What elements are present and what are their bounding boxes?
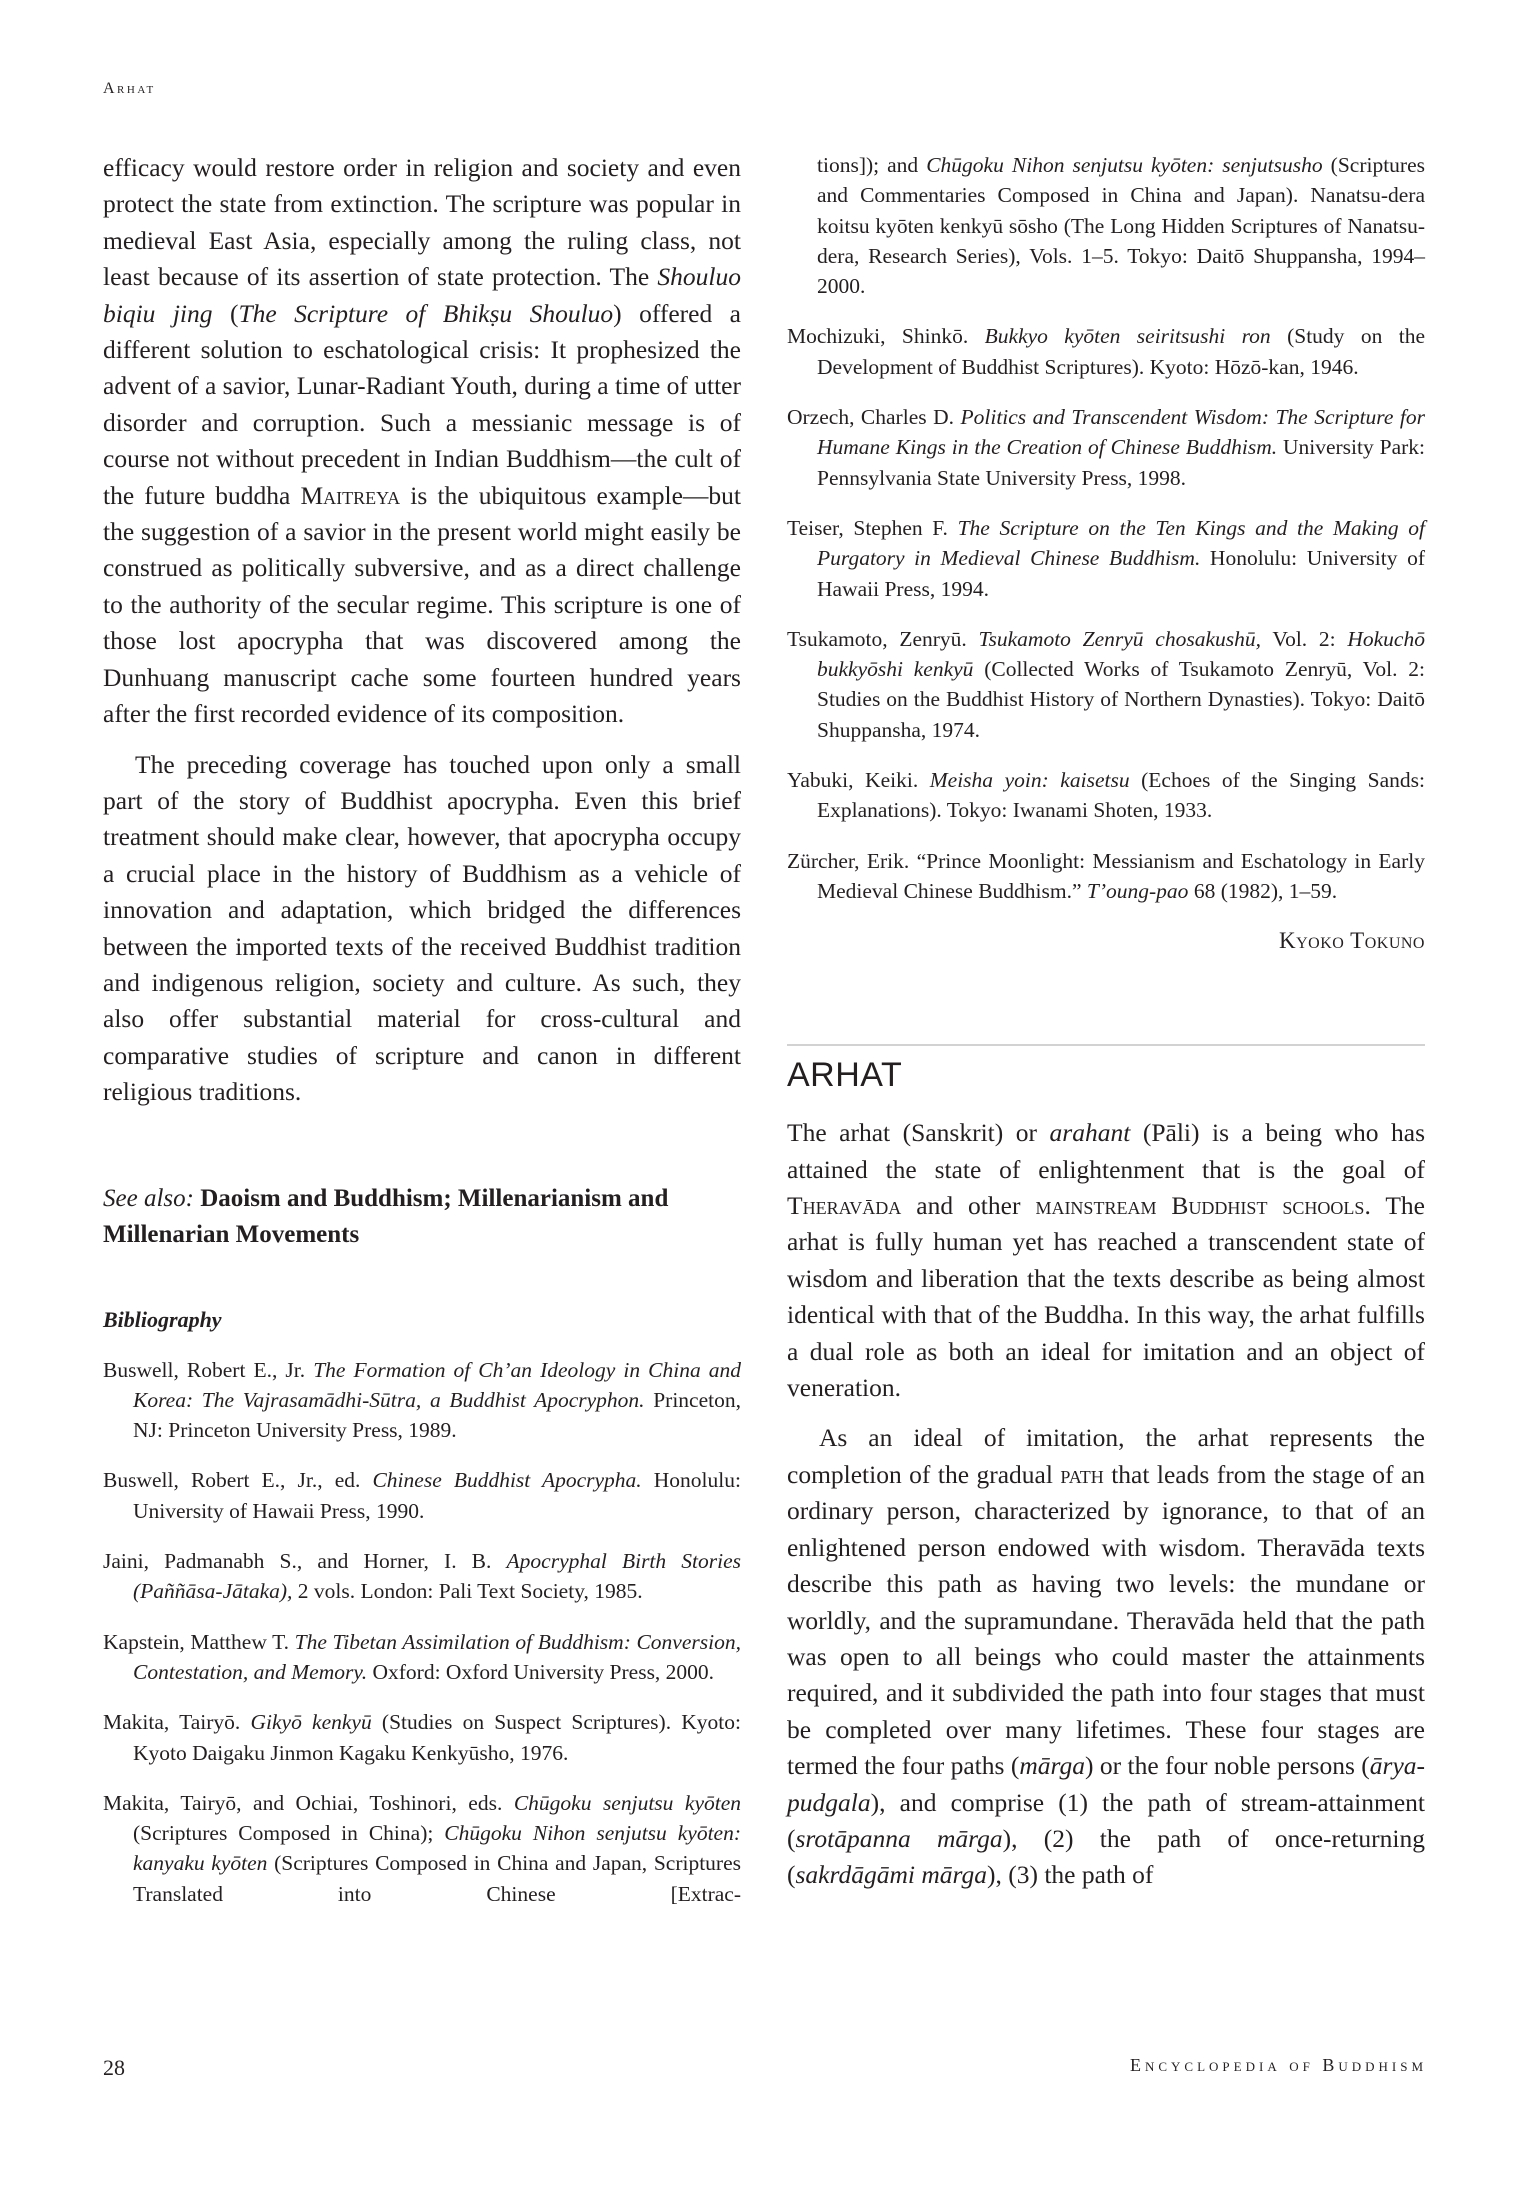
page-number: 28 <box>103 2055 125 2080</box>
bibliography-entry <box>103 1546 741 1607</box>
text-run: Honolulu: University of Hawaii Press, 1990. <box>133 1468 741 1523</box>
text-run: (Scriptures and Commentaries Composed in China and Japan). Nanatsu-dera koitsu kyōten kenkyū sōsho (The Long Hidden Scriptures of Nanatsu-dera, Research Series), Vols. 1–5. Tokyo: Daitō Shuppansha, 1994–2000. <box>817 153 1425 299</box>
bibliography-entry <box>787 624 1425 745</box>
italic-title: Chūgoku Nihon senjutsu kyōten: senjutsusho <box>926 153 1323 177</box>
text-run: (Scriptures Composed in China and Japan, Scriptures Translated into Chinese [Extrac- <box>133 1851 742 1906</box>
text-run: ), and comprise (1) the path of stream-attainment ( <box>787 1787 1425 1853</box>
section-divider <box>787 1044 1425 1046</box>
bibliography-entry <box>787 765 1425 826</box>
body-paragraph: The preceding coverage has touched upon only a small part of the story of Buddhist apocrypha. Even this brief treatment should make clear, however, that apocrypha occupy a crucial place in the history of Buddhism as a vehicle of innovation and adaptation, which bridged the differences between the imported texts of the received Buddhist tradition and indigenous religion, society and culture. As such, they also offer substantial material for cross-cultural and comparative studies of scripture and canon in different religious traditions. <box>103 749 741 1107</box>
italic-title: Chūgoku senjutsu kyōten <box>513 1790 742 1815</box>
italic-title: Meisha yoin: kaisetsu <box>929 768 1130 793</box>
body-paragraph <box>787 1115 1425 1406</box>
text-run: Honolulu: University of Hawaii Press, 1994. <box>817 546 1425 601</box>
text-run: (Scriptures Composed in China); <box>133 1821 445 1846</box>
italic-title: Shouluo biqiu jing <box>103 262 741 328</box>
text-run: (Studies on Suspect Scriptures). Kyoto: Kyoto Daigaku Jinmon Kagaku Kenkyūsho, 1976. <box>133 1710 741 1765</box>
italic-title: Bukkyo kyōten seiritsushi ron <box>984 324 1271 349</box>
text-run: Yabuki, Keiki. <box>787 768 930 793</box>
bibliography-entry <box>787 513 1425 604</box>
text-run: Zürcher, Erik. “Prince Moonlight: Messianism and Eschatology in Early Medieval Chinese Buddhism.” <box>787 848 1425 903</box>
italic-title: Politics and Transcendent Wisdom: The Scripture for Humane Kings in the Creation of Chinese Buddhism. <box>817 405 1425 460</box>
text-run: Makita, Tairyō. <box>103 1710 251 1735</box>
italic-title: The Formation of Ch’an Ideology in China and Korea: The Vajrasamādhi-Sūtra, a Buddhist Apocryphon. <box>133 1357 742 1412</box>
bibliography-entry <box>103 1788 741 1909</box>
text-run: (Study on the Development of Buddhist Scriptures). Kyoto: Hōzō-kan, 1946. <box>817 324 1425 379</box>
text-run: 2 vols. London: Pali Text Society, 1985. <box>292 1579 643 1604</box>
text-run: (Echoes of the Singing Sands: Explanations). Tokyo: Iwanami Shoten, 1933. <box>817 768 1425 823</box>
text-run: Kapstein, Matthew T. <box>103 1629 295 1654</box>
italic-title: Chinese Buddhist Apocrypha. <box>372 1468 642 1493</box>
text-run: As an ideal of imitation, the arhat represents the completion of the gradual <box>787 1423 1425 1489</box>
bibliography-entry <box>787 321 1425 382</box>
bibliography-entry <box>787 846 1425 907</box>
entry-title: ARHAT <box>787 1056 903 1095</box>
text-run: Buswell, Robert E., Jr. <box>103 1357 314 1382</box>
text-run: Tsukamoto, Zenryū. <box>787 626 979 651</box>
text-run: Buswell, Robert E., Jr., ed. <box>103 1468 373 1493</box>
text-run: is the ubiquitous example—but the suggestion of a savior in the present world might easily be construed as politically subversive, and as a direct challenge to the authority of the secular regime. This scripture is one of those lost apocrypha that was discovered among the Dunhuang manuscript cache some fourteen hundred years after the first recorded evidence of its composition. <box>103 480 741 729</box>
bibliography-entry <box>103 1465 741 1526</box>
text-run: ) offered a different solution to eschatological crisis: It prophesized the advent of a savior, Lunar-Radiant Youth, during a time of utter disorder and corruption. Such a messianic message is of course not without precedent in Indian Buddhism—the cult of the future buddha <box>103 298 741 510</box>
cross-reference-link[interactable]: Theravāda <box>787 1191 902 1221</box>
cross-reference-link[interactable]: path <box>1060 1459 1104 1489</box>
see-also <box>103 1181 741 1253</box>
text-run: The arhat (Sanskrit) or <box>787 1118 1050 1148</box>
italic-title: The Scripture on the Ten Kings and the Making of Purgatory in Medieval Chinese Buddhism. <box>817 515 1426 571</box>
italic-term: ārya-pudgala <box>787 1751 1425 1817</box>
text-run: ( <box>212 298 239 328</box>
text-run: that leads from the stage of an ordinary person, characterized by ignorance, to that of an enlightened person endowed with wisdom. Theravāda texts describe this path as having two levels: the mundane or worldly, and the supramundane. Theravāda held that the path was open to all beings who could master the attainments required, and it subdivided the path into four stages that must be completed over many lifetimes. These four stages are termed the four paths ( <box>787 1459 1425 1781</box>
bibliography-entry-continued <box>787 150 1425 301</box>
text-run: Vol. 2: <box>1260 626 1348 651</box>
author-signature: Kyoko Tokuno <box>1279 928 1425 954</box>
running-head: Arhat <box>103 80 156 97</box>
text-run: University Park: Pennsylvania State University Press, 1998. <box>817 435 1425 490</box>
bibliography-entry <box>103 1707 741 1768</box>
text-run: . The arhat is fully human yet has reached a transcendent state of wisdom and liberation that the texts describe as being almost identical with that of the Buddha. In this way, the arhat fulfills a dual role as both an ideal for imitation and an object of veneration. <box>787 1191 1425 1403</box>
cross-reference-link[interactable]: Maitreya <box>300 480 401 510</box>
text-run: efficacy would restore order in religion and society and even protect the state from extinction. The scripture was popular in medieval East Asia, especially among the ruling class, not least because of its assertion of state protection. The <box>103 153 741 292</box>
text-run: (Pāli) is a being who has attained the state of enlightenment that is the goal of <box>787 1118 1425 1184</box>
text-run: Oxford: Oxford University Press, 2000. <box>367 1659 715 1684</box>
text-run: Princeton, NJ: Princeton University Press, 1989. <box>133 1387 741 1443</box>
italic-title: The Scripture of Bhikṣu Shouluo <box>238 298 614 328</box>
text-run: Teiser, Stephen F. <box>787 515 958 540</box>
text-run: Mochizuki, Shinkō. <box>787 324 985 349</box>
italic-term: srotāpanna mārga <box>795 1823 1003 1853</box>
see-also-links[interactable]: Daoism and Buddhism; Millenarianism and Millenarian Movements <box>103 1184 669 1248</box>
body-paragraph <box>787 1420 1425 1893</box>
italic-title: Apocryphal Birth Stories (Paññāsa-Jātaka), <box>133 1549 741 1604</box>
left-column <box>103 150 741 1929</box>
italic-title: The Tibetan Assimilation of Buddhism: Conversion, Contestation, and Memory. <box>133 1629 741 1684</box>
italic-term: arahant <box>1049 1118 1131 1148</box>
italic-title: Tsukamoto Zenryū chosakushū, <box>978 626 1261 651</box>
bibliography-entry <box>103 1355 741 1446</box>
italic-term: mārga <box>1019 1751 1085 1781</box>
bibliography-heading: Bibliography <box>103 1306 222 1332</box>
text-run: 68 (1982), 1–59. <box>1188 878 1338 903</box>
italic-title: Gikyō kenkyū <box>250 1710 372 1735</box>
italic-term: sakrdāgāmi mārga <box>795 1860 987 1890</box>
bibliography-entry <box>787 402 1425 493</box>
right-column <box>787 150 1425 1894</box>
text-run: Jaini, Padmanabh S., and Horner, I. B. <box>103 1549 507 1574</box>
body-paragraph <box>103 150 741 733</box>
text-run: ) or the four noble persons ( <box>1084 1751 1370 1781</box>
italic-title: Hokuchō bukkyōshi kenkyū <box>817 626 1425 682</box>
text-run: Orzech, Charles D. <box>787 405 961 430</box>
bibliography-entry <box>103 1627 741 1688</box>
italic-title: Chūgoku Nihon senjutsu kyōten: kanyaku kyōten <box>133 1821 741 1876</box>
text-run: and other <box>901 1191 1036 1221</box>
text-run: ), (3) the path of <box>987 1860 1154 1890</box>
footer-book-title: Encyclopedia of Buddhism <box>1129 2055 1427 2075</box>
text-run: tions]); and <box>817 153 927 177</box>
text-run: (Collected Works of Tsukamoto Zenryū, Vol. 2: Studies on the Buddhist History of Northern Dynasties). Tokyo: Daitō Shuppansha, 1974. <box>817 657 1426 742</box>
cross-reference-link[interactable]: mainstream Buddhist schools <box>1035 1191 1365 1221</box>
italic-title: T’oung-pao <box>1086 878 1189 903</box>
see-also-label: See also: <box>103 1184 194 1212</box>
text-run: Makita, Tairyō, and Ochiai, Toshinori, eds. <box>103 1790 514 1815</box>
text-run: ), (2) the path of once-returning ( <box>787 1823 1425 1890</box>
